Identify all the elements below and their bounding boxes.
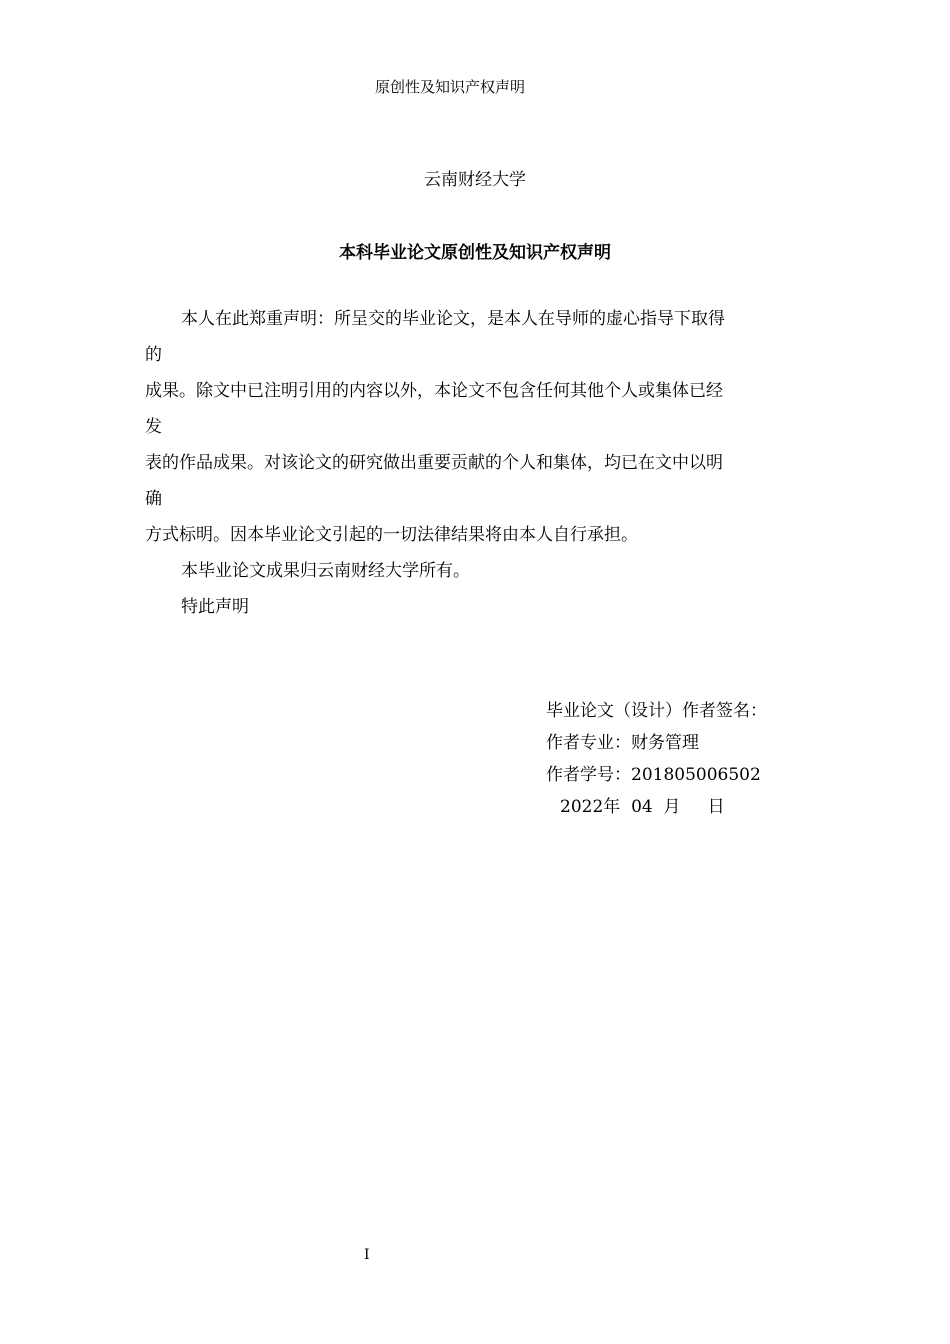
running-header: 原创性及知识产权声明 — [374, 78, 525, 96]
student-id-label: 作者学号： — [546, 765, 631, 785]
body-line: 的 — [145, 345, 162, 365]
date-year-unit: 年 — [603, 797, 621, 817]
student-id-value: 201805006502 — [631, 765, 761, 785]
signature-date — [546, 791, 906, 823]
date-day-unit: 日 — [707, 797, 725, 817]
university-name: 云南财经大学 — [424, 170, 526, 190]
signature-block — [546, 695, 906, 823]
date-month: 04 — [631, 797, 653, 817]
declaration-title: 本科毕业论文原创性及知识产权声明 — [339, 243, 611, 263]
page-number: I — [364, 1247, 370, 1263]
body-line: 方式标明。因本毕业论文引起的一切法律结果将由本人自行承担。 — [145, 525, 638, 545]
ownership-statement: 本毕业论文成果归云南财经大学所有。 — [181, 561, 470, 581]
body-line: 发 — [145, 417, 162, 437]
body-line: 成果。除文中已注明引用的内容以外，本论文不包含任何其他个人或集体已经 — [145, 381, 723, 401]
body-line: 本人在此郑重声明：所呈交的毕业论文，是本人在导师的虚心指导下取得 — [181, 309, 725, 329]
date-year: 2022 — [560, 797, 604, 817]
declaration-body — [145, 301, 815, 625]
major-label: 作者专业： — [546, 733, 631, 753]
author-major — [546, 727, 906, 759]
body-line: 确 — [145, 489, 162, 509]
closing-statement: 特此声明 — [181, 597, 249, 617]
major-value: 财务管理 — [631, 733, 699, 753]
author-student-id — [546, 759, 906, 791]
body-line: 表的作品成果。对该论文的研究做出重要贡献的个人和集体，均已在文中以明 — [145, 453, 723, 473]
date-month-unit: 月 — [663, 797, 681, 817]
author-signature-label: 毕业论文（设计）作者签名： — [546, 701, 767, 721]
